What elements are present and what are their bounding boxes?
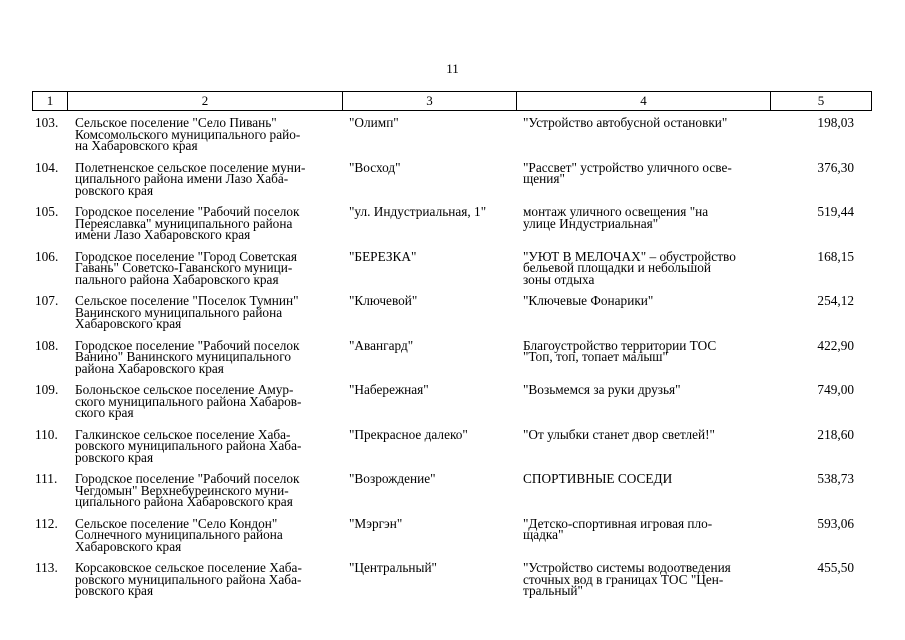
table-body xyxy=(32,117,872,607)
tos-name: "Ключевой" xyxy=(349,293,418,308)
settlement-name: Болоньское сельское поселение Амур- ского муниципального района Хабаров- ского края xyxy=(75,382,302,421)
amount: 168,15 xyxy=(817,248,854,264)
settlement-name: Городское поселение "Рабочий поселок Чегдомын" Верхнебуреинского муни- ципального района Хабаровского края xyxy=(75,471,300,510)
project-name: "Ключевые Фонарики" xyxy=(523,293,654,308)
table-row xyxy=(32,562,872,607)
tos-name: "ул. Индустриальная, 1" xyxy=(349,204,487,219)
column-header-3: 3 xyxy=(343,92,517,111)
table-row xyxy=(32,426,872,474)
row-number: 105. xyxy=(35,204,59,219)
amount: 455,50 xyxy=(817,560,854,575)
row-number: 112. xyxy=(35,515,58,531)
settlement-name: Сельское поселение "Поселок Тумнин" Ванинского муниципального района Хабаровского края xyxy=(75,293,299,332)
project-name: СПОРТИВНЫЕ СОСЕДИ xyxy=(523,471,673,486)
column-header-2: 2 xyxy=(68,92,343,111)
project-name: "УЮТ В МЕЛОЧАХ" – обустройство бельевой площадки и небольшой зоны отдыха xyxy=(523,248,736,287)
amount: 519,44 xyxy=(817,204,854,219)
amount: 254,12 xyxy=(817,293,854,308)
column-header-5: 5 xyxy=(771,92,872,111)
project-name: монтаж уличного освещения "на улице Индустриальная" xyxy=(523,204,709,231)
column-header-4: 4 xyxy=(517,92,771,111)
settlement-name: Корсаковское сельское поселение Хаба- ровского муниципального района Хаба- ровского края xyxy=(75,560,302,599)
tos-name: "Олимп" xyxy=(349,115,399,130)
settlement-name: Полетненское сельское поселение муни- ципального района имени Лазо Хаба- ровского края xyxy=(75,159,306,198)
row-number: 111. xyxy=(35,471,58,486)
settlement-name: Галкинское сельское поселение Хаба- ровского муниципального района Хаба- ровского края xyxy=(75,426,302,465)
tos-name: "Мэргэн" xyxy=(349,515,403,531)
page-number: 11 xyxy=(446,61,459,76)
table-row xyxy=(32,337,872,385)
amount: 538,73 xyxy=(817,471,854,486)
tos-name: "Центральный" xyxy=(349,560,437,575)
table-row xyxy=(32,206,872,251)
table-row xyxy=(32,295,872,340)
project-name: "Детско-спортивная игровая пло- щадка" xyxy=(523,515,713,543)
table-row xyxy=(32,515,872,563)
project-name: "Устройство системы водоотведения сточных вод в границах ТОС "Цен- тральный" xyxy=(523,560,731,599)
project-name: "Рассвет" устройство уличного осве- щения" xyxy=(523,159,732,187)
row-number: 104. xyxy=(35,159,59,175)
amount: 422,90 xyxy=(817,337,854,353)
tos-name: "БЕРЕЗКА" xyxy=(349,248,417,264)
project-name: "Возьмемся за руки друзья" xyxy=(523,382,681,397)
column-header-1: 1 xyxy=(33,92,68,111)
row-number: 107. xyxy=(35,293,59,308)
table-row xyxy=(32,159,872,207)
tos-name: "Возрождение" xyxy=(349,471,436,486)
settlement-name: Городское поселение "Город Советская Гавань" Советско-Гаванского муници- пального района Хабаровского края xyxy=(75,248,297,287)
row-number: 103. xyxy=(35,115,59,130)
row-number: 106. xyxy=(35,248,59,264)
table-row xyxy=(32,473,872,518)
project-name: "От улыбки станет двор светлей!" xyxy=(523,426,715,442)
amount: 376,30 xyxy=(817,159,854,175)
settlement-name: Сельское поселение "Село Кондон" Солнечного муниципального района Хабаровского края xyxy=(75,515,283,554)
table-row xyxy=(32,117,872,162)
settlement-name: Городское поселение "Рабочий поселок Ванино" Ванинского муниципального района Хабаровского края xyxy=(75,337,300,376)
row-number: 109. xyxy=(35,382,59,397)
amount: 593,06 xyxy=(817,515,854,531)
project-name: Благоустройство территории ТОС "Топ, топ, топает малыш" xyxy=(523,337,717,365)
tos-name: "Прекрасное далеко" xyxy=(349,426,468,442)
column-header-table xyxy=(32,91,872,111)
amount: 218,60 xyxy=(817,426,854,442)
tos-name: "Восход" xyxy=(349,159,401,175)
project-name: "Устройство автобусной остановки" xyxy=(523,115,728,130)
row-number: 108. xyxy=(35,337,59,353)
table-row xyxy=(32,384,872,429)
amount: 749,00 xyxy=(817,382,854,397)
tos-name: "Авангард" xyxy=(349,337,414,353)
row-number: 113. xyxy=(35,560,58,575)
settlement-name: Сельское поселение "Село Пивань" Комсомольского муниципального райо- на Хабаровского края xyxy=(75,115,301,154)
settlement-name: Городское поселение "Рабочий поселок Переяславка" муниципального района имени Лазо Хабаровского края xyxy=(75,204,300,243)
table-row xyxy=(32,248,872,296)
column-header-row xyxy=(33,92,872,111)
row-number: 110. xyxy=(35,426,58,442)
tos-name: "Набережная" xyxy=(349,382,429,397)
amount: 198,03 xyxy=(817,115,854,130)
